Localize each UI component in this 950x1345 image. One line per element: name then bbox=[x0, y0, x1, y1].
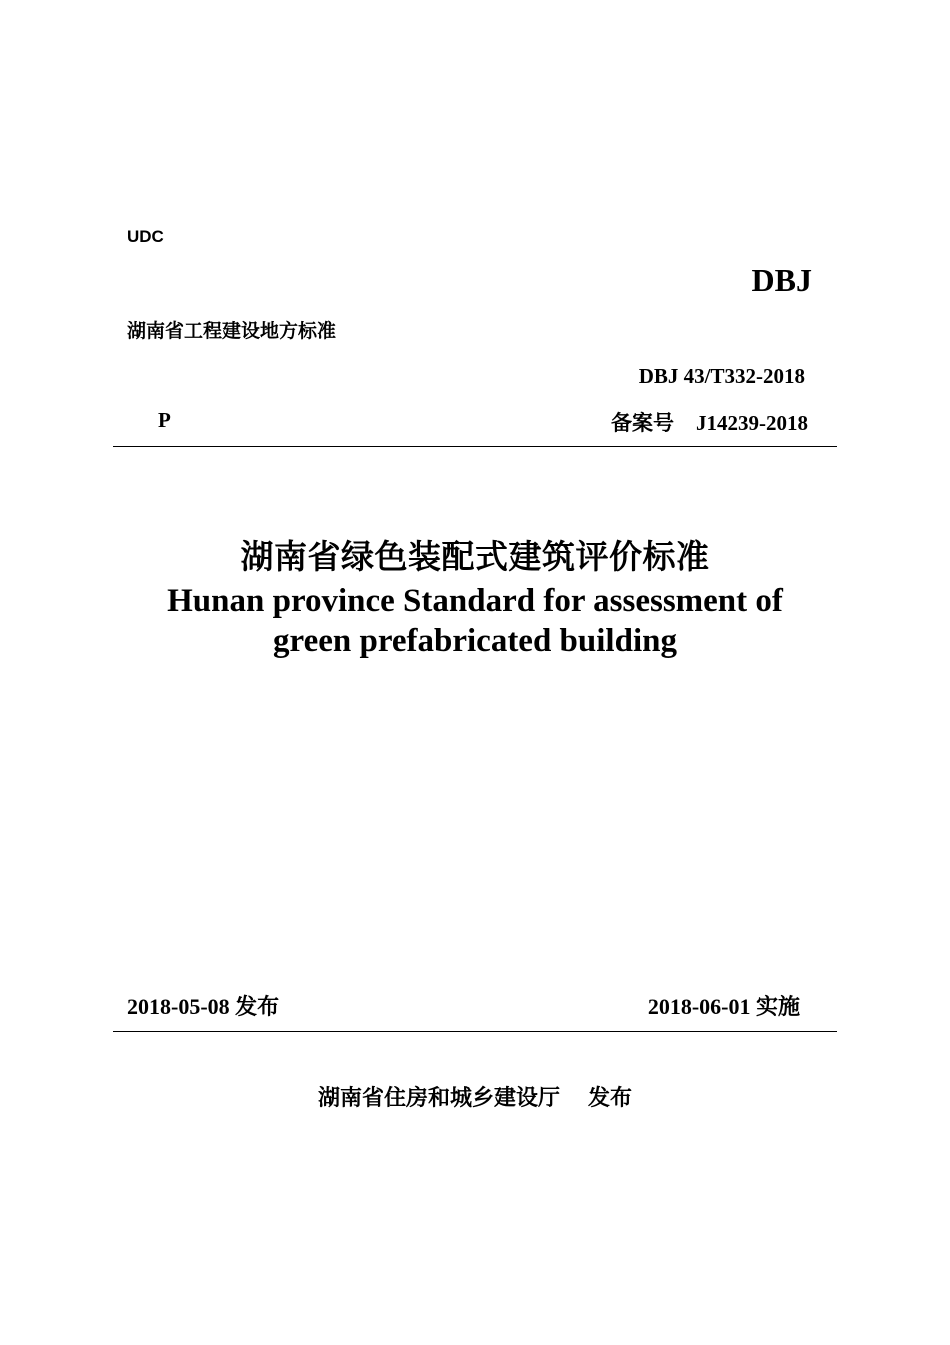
issuer-action: 发布 bbox=[588, 1085, 633, 1110]
dbj-label: DBJ bbox=[751, 262, 812, 298]
local-standard-label: 湖南省工程建设地方标准 bbox=[127, 321, 337, 342]
record-number bbox=[611, 407, 808, 437]
udc-label: UDC bbox=[127, 227, 164, 246]
record-label: 备案号 bbox=[611, 412, 674, 435]
bottom-divider bbox=[113, 1031, 837, 1032]
category-letter: P bbox=[158, 408, 171, 432]
top-divider bbox=[113, 446, 837, 447]
record-value: J14239-2018 bbox=[696, 411, 808, 435]
issuer-name: 湖南省住房和城乡建设厅 bbox=[317, 1085, 560, 1110]
title-english-line2: green prefabricated building bbox=[273, 623, 677, 659]
standard-number: DBJ 43/T332-2018 bbox=[638, 364, 805, 388]
issuer bbox=[0, 1081, 950, 1112]
title-chinese: 湖南省绿色装配式建筑评价标准 bbox=[240, 538, 710, 575]
title-english-line1: Hunan province Standard for assessment of bbox=[167, 583, 783, 619]
publish-date: 2018-05-08 发布 bbox=[127, 994, 280, 1019]
title-block bbox=[0, 533, 950, 661]
effective-date: 2018-06-01 实施 bbox=[647, 994, 800, 1019]
